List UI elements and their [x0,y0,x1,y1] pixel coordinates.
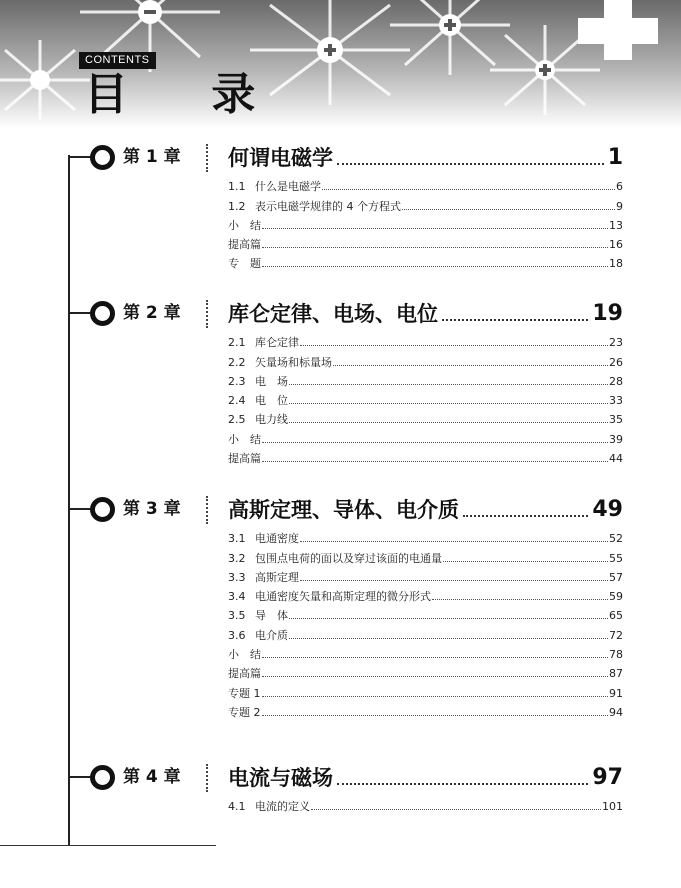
toc-entry[interactable] [228,233,623,252]
header-banner [0,0,681,128]
leader-dots [443,561,608,562]
entry-page: 57 [609,570,623,584]
entry-number: 3.3 [228,570,246,584]
chapter-page: 19 [592,301,623,326]
entry-page: 6 [616,180,623,194]
chapter-entries [228,175,623,271]
entry-number: 1.1 [228,180,246,194]
leader-dots [333,365,608,366]
entry-title: 提高篇 [228,452,261,466]
entry-number: 2.5 [228,413,246,427]
leader-dots [463,515,588,517]
chapter-heading[interactable] [0,762,681,792]
chapter-bullet-icon [90,497,115,522]
entry-page: 9 [616,199,623,213]
leader-dots [262,442,608,443]
chapter-bullet-icon [90,765,115,790]
leader-dots [432,599,608,600]
entry-title: 专题 2 [228,705,261,719]
toc-entry[interactable] [228,527,623,546]
leader-dots [262,715,609,716]
entry-number: 4.1 [228,800,246,814]
toc-entry[interactable] [228,175,623,194]
entry-title: 库仑定律 [255,336,299,350]
entry-page: 16 [609,238,623,252]
entry-title: 电通密度矢量和高斯定理的微分形式 [255,590,431,604]
entry-page: 52 [609,532,623,546]
toc-entry[interactable] [228,623,623,642]
leader-dots [337,783,588,785]
toc-entry[interactable] [228,427,623,446]
entry-title: 专 题 [228,257,261,271]
entry-page: 55 [609,551,623,565]
toc-entry[interactable] [228,447,623,466]
entry-number: 3.4 [228,590,246,604]
entry-number: 2.4 [228,394,246,408]
entry-title: 电力线 [255,413,288,427]
leader-dots [322,189,615,190]
chapter-number: 第 4 章 [123,767,181,787]
chapter-1 [0,142,681,271]
leader-dots [402,209,615,210]
entry-page: 39 [609,432,623,446]
chapter-tick [68,776,92,778]
chapter-number: 第 3 章 [123,499,181,519]
entry-number: 2.3 [228,374,246,388]
entry-page: 65 [609,609,623,623]
toc-entry[interactable] [228,681,623,700]
chapter-bullet-icon [90,301,115,326]
toc-entry[interactable] [228,566,623,585]
entry-title: 电通密度 [255,532,299,546]
leader-dots [262,266,608,267]
entry-title: 什么是电磁学 [255,180,321,194]
entry-page: 35 [609,413,623,427]
leader-dots [289,403,608,404]
chapter-3 [0,494,681,719]
entry-page: 59 [609,590,623,604]
toc-entry[interactable] [228,546,623,565]
page-title: 目 录 [84,69,290,120]
leader-dots [262,228,608,229]
chapter-heading[interactable] [0,494,681,524]
leader-dots [289,618,608,619]
entry-title: 包围点电荷的面以及穿过该面的电通量 [255,551,442,565]
entry-page: 44 [609,452,623,466]
leader-dots [262,696,609,697]
entry-title: 高斯定理 [255,570,299,584]
entry-number: 3.5 [228,609,246,623]
entry-title: 小 结 [228,648,261,662]
entry-page: 72 [609,628,623,642]
toc-entry[interactable] [228,662,623,681]
leader-dots [442,319,588,321]
toc-entry[interactable] [228,370,623,389]
toc-entry[interactable] [228,389,623,408]
entry-page: 23 [609,336,623,350]
chapter-page: 49 [592,497,623,522]
entry-title: 电流的定义 [255,800,310,814]
entry-number: 3.1 [228,532,246,546]
chapter-number: 第 1 章 [123,147,181,167]
entry-title: 提高篇 [228,667,261,681]
chapter-entries [228,527,623,720]
toc-entry[interactable] [228,350,623,369]
chapter-number: 第 2 章 [123,303,181,323]
entry-page: 13 [609,218,623,232]
entry-title: 电 场 [255,374,288,388]
toc-entry[interactable] [228,643,623,662]
entry-number: 1.2 [228,199,246,213]
entry-number: 3.6 [228,628,246,642]
entry-page: 91 [609,686,623,700]
toc-entry[interactable] [228,604,623,623]
chapter-4 [0,762,681,814]
chapter-heading[interactable] [0,142,681,172]
toc-entry[interactable] [228,585,623,604]
entry-title: 小 结 [228,218,261,232]
entry-page: 28 [609,374,623,388]
chapter-2 [0,298,681,466]
toc-entry[interactable] [228,214,623,233]
leader-dots [262,657,608,658]
entry-title: 矢量场和标量场 [255,355,332,369]
chapter-separator [206,496,208,524]
leader-dots [311,809,601,810]
entry-page: 26 [609,355,623,369]
entry-number: 2.2 [228,355,246,369]
leader-dots [262,461,608,462]
entry-title: 提高篇 [228,238,261,252]
entry-title: 专题 1 [228,686,261,700]
chapter-page: 97 [592,765,623,790]
leader-dots [337,163,604,165]
entry-title: 导 体 [255,609,288,623]
chapter-entries [228,795,623,814]
entry-page: 33 [609,394,623,408]
leader-dots [300,345,608,346]
entry-title: 小 结 [228,432,261,446]
leader-dots [262,247,608,248]
chapter-separator [206,764,208,792]
chapter-page: 1 [607,145,623,170]
chapter-title: 库仑定律、电场、电位 [228,302,438,326]
leader-dots [300,580,608,581]
toc-entry[interactable] [228,331,623,350]
entry-page: 101 [602,800,623,814]
entry-title: 电介质 [255,628,288,642]
chapter-separator [206,300,208,328]
entry-page: 87 [609,667,623,681]
chapter-tick [68,156,92,158]
toc-entry[interactable] [228,408,623,427]
chapter-tick [68,508,92,510]
entry-number: 2.1 [228,336,246,350]
chapter-tick [68,312,92,314]
leader-dots [300,541,608,542]
leader-dots [289,384,608,385]
toc-entry[interactable] [228,194,623,213]
contents-label: CONTENTS [79,52,156,69]
leader-dots [262,676,608,677]
entry-page: 78 [609,648,623,662]
entry-title: 电 位 [255,394,288,408]
chapter-title: 高斯定理、导体、电介质 [228,498,459,522]
chapter-bullet-icon [90,145,115,170]
chapter-title: 何谓电磁学 [228,146,333,170]
chapter-entries [228,331,623,466]
entry-title: 表示电磁学规律的 4 个方程式 [255,199,401,213]
chapter-title: 电流与磁场 [228,766,333,790]
chapter-heading[interactable] [0,298,681,328]
chapter-separator [206,144,208,172]
toc-entry[interactable] [228,795,623,814]
bottom-rule [0,845,216,846]
entry-page: 94 [609,705,623,719]
toc-entry[interactable] [228,701,623,720]
entry-number: 3.2 [228,551,246,565]
entry-page: 18 [609,257,623,271]
leader-dots [289,422,608,423]
leader-dots [289,638,608,639]
toc-entry[interactable] [228,252,623,271]
